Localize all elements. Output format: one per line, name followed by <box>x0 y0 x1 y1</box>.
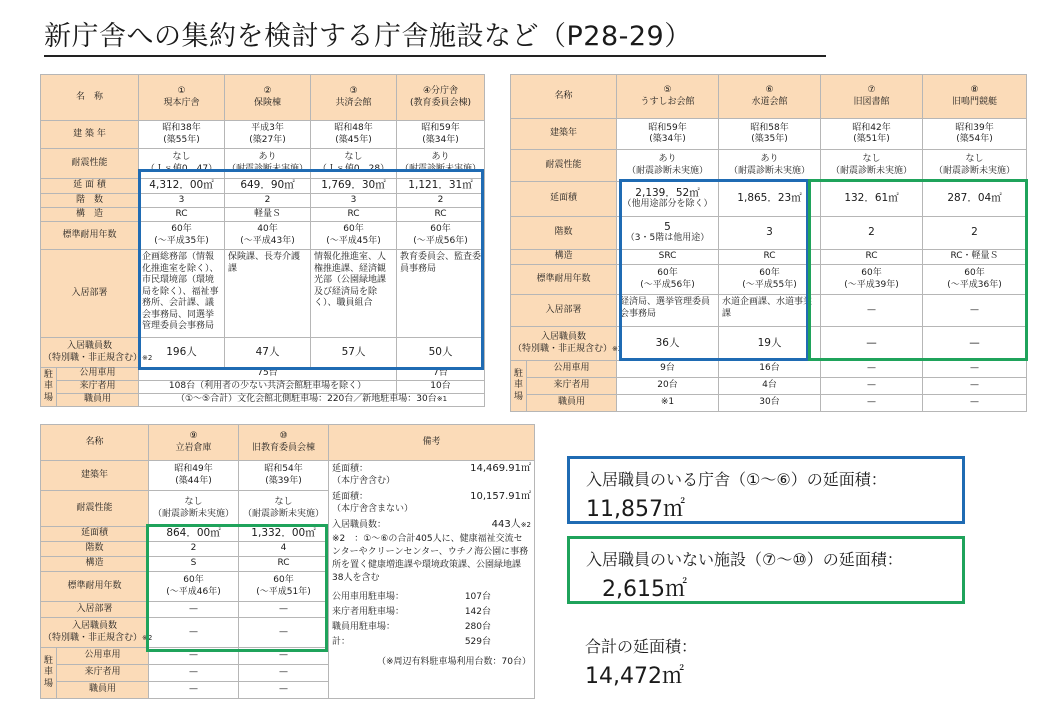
cell: 4台 <box>719 378 821 395</box>
cell: 47人 <box>225 338 311 368</box>
cell: 軽量Ｓ <box>225 208 311 222</box>
cell: 昭和58年 (築35年) <box>719 119 821 150</box>
cell: なし （耐震診断未実施） <box>239 491 329 527</box>
cell: 36人 <box>617 327 719 361</box>
cell: 2 <box>923 217 1027 250</box>
hdr-built: 建築年 <box>511 119 617 150</box>
hdr-floors: 階数 <box>511 217 617 250</box>
hdr-staff: 入居職員数 （特別職・非正規含む）※2 <box>41 338 139 368</box>
cell: RC <box>311 208 397 222</box>
cell: — <box>821 295 923 327</box>
cell: 2 <box>225 194 311 208</box>
cell: 19人 <box>719 327 821 361</box>
cell: なし （耐震診断未実施） <box>821 150 923 182</box>
total-area-summary <box>585 634 697 690</box>
cell: ※1 <box>617 395 719 412</box>
cell: 60年 (〜平成35年) <box>139 222 225 250</box>
cell: RC <box>139 208 225 222</box>
cell: — <box>821 395 923 412</box>
hdr-park-staff: 職員用 <box>57 394 139 407</box>
cell: RC <box>821 250 923 265</box>
cell: 5 （3・5階は他用途） <box>617 217 719 250</box>
cell: 教育委員会、監査委員事務局 <box>397 250 485 338</box>
hdr-built: 建築年 <box>41 461 149 491</box>
hdr-parking: 駐車場 <box>511 361 527 412</box>
cell: RC・軽量Ｓ <box>923 250 1027 265</box>
col-4-header: ④分庁舎 (教育委員会棟) <box>397 75 485 121</box>
cell: 1,865．23㎡ <box>719 182 821 217</box>
hdr-name: 名 称 <box>41 75 139 121</box>
hdr-area: 延面積 <box>41 527 149 542</box>
cell: — <box>239 665 329 682</box>
col-3-header: ③ 共済会館 <box>311 75 397 121</box>
hdr-park-visitor: 来庁者用 <box>527 378 617 395</box>
hdr-area: 延面積 <box>511 182 617 217</box>
cell: 4,312．00㎡ <box>139 179 225 194</box>
col-7-header: ⑦ 旧図書館 <box>821 75 923 119</box>
cell: 132．61㎡ <box>821 182 923 217</box>
page-title: 新庁舎への集約を検討する庁舎施設など（P28-29） <box>44 21 692 52</box>
cell: — <box>149 648 239 665</box>
hdr-park-public: 公用車用 <box>527 361 617 378</box>
cell: 60年 (〜平成39年) <box>821 265 923 295</box>
cell: S <box>149 557 239 572</box>
col-5-header: ⑤ うすしお会館 <box>617 75 719 119</box>
cell: 60年 (〜平成51年) <box>239 572 329 602</box>
hdr-parking: 駐車場 <box>41 368 57 407</box>
cell: 昭和59年 (築34年) <box>617 119 719 150</box>
occupied-area-value: 11,857㎡ <box>586 497 685 522</box>
hdr-staff: 入居職員数 （特別職・非正規含む）※2 <box>511 327 617 361</box>
vacant-area-label: 入居職員のいない施設（⑦〜⑩）の延面積： <box>586 550 903 569</box>
cell: 3 <box>719 217 821 250</box>
cell: — <box>923 378 1027 395</box>
cell: RC <box>719 250 821 265</box>
hdr-area: 延 面 積 <box>41 179 139 194</box>
cell: なし （耐震診断未実施） <box>149 491 239 527</box>
cell: 昭和42年 (築51年) <box>821 119 923 150</box>
cell: 2,139．52㎡ （他用途部分を除く） <box>617 182 719 217</box>
cell: — <box>923 361 1027 378</box>
occupied-area-label: 入居職員のいる庁舎（①〜⑥）の延面積： <box>586 470 887 489</box>
cell: あり （耐震診断未実施） <box>617 150 719 182</box>
cell: 649．90㎡ <box>225 179 311 194</box>
hdr-quake: 耐震性能 <box>41 491 149 527</box>
cell: — <box>923 395 1027 412</box>
hdr-park-staff: 職員用 <box>527 395 617 412</box>
total-area-value: 14,472㎡ <box>585 664 684 689</box>
cell: なし （耐震診断未実施） <box>923 150 1027 182</box>
cell: — <box>149 682 239 699</box>
col-1-header: ① 現本庁舎 <box>139 75 225 121</box>
cell: 864．00㎡ <box>149 527 239 542</box>
cell: — <box>239 602 329 618</box>
hdr-structure: 構 造 <box>41 208 139 222</box>
cell: （①〜⑤合計）文化会館北側駐車場：220台／新地駐車場：30台※1 <box>139 394 485 407</box>
cell: 保険課、長寿介護課 <box>225 250 311 338</box>
cell: — <box>149 602 239 618</box>
notes-header: 備考 <box>329 425 535 461</box>
cell: 60年 (〜平成55年) <box>719 265 821 295</box>
notes-cell: 延面積： 14,469.91㎡ （本庁舎含む） 延面積： 10,157.91㎡ （本庁舎含まない） 入居職員数： 443人※2 ※2 ：①〜⑥の合計405人に、健康福祉交流センターやクリーンセンター、ウチノ海公園に事務所を置く健康増進課や環境政策課、公園緑地課38人を含む 公用車用駐車場： 107台 来庁者用駐車場： 142台 職員用駐車場： 280台 計： 529台 （※周辺有料駐車場利用台数：70台） <box>329 461 535 699</box>
col-6-header: ⑥ 水道会館 <box>719 75 821 119</box>
hdr-floors: 階 数 <box>41 194 139 208</box>
hdr-park-public: 公用車用 <box>57 368 139 381</box>
hdr-parking: 駐車場 <box>41 648 57 699</box>
cell: RC <box>239 557 329 572</box>
cell: あり （耐震診断未実施） <box>225 149 311 179</box>
cell: 16台 <box>719 361 821 378</box>
col-9-header: ⑨ 立岩倉庫 <box>149 425 239 461</box>
cell: 水道企画課、水道事業課 <box>719 295 821 327</box>
cell: 昭和38年 (築55年) <box>139 121 225 149</box>
col-10-header: ⑩ 旧教育委員会棟 <box>239 425 329 461</box>
hdr-name: 名称 <box>41 425 149 461</box>
cell: — <box>821 327 923 361</box>
cell: 108台（利用者の少ない共済会館駐車場を除く） <box>139 381 397 394</box>
hdr-built: 建 築 年 <box>41 121 139 149</box>
hdr-quake: 耐震性能 <box>41 149 139 179</box>
cell: 50人 <box>397 338 485 368</box>
cell: 平成3年 (築27年) <box>225 121 311 149</box>
cell: — <box>923 295 1027 327</box>
cell: 60年 (〜平成56年) <box>397 222 485 250</box>
hdr-structure: 構造 <box>511 250 617 265</box>
cell: 4 <box>239 542 329 557</box>
cell: 昭和59年 (築34年) <box>397 121 485 149</box>
hdr-dept: 入居部署 <box>41 602 149 618</box>
cell: — <box>239 682 329 699</box>
hdr-name: 名称 <box>511 75 617 119</box>
vacant-area-value: 2,615㎡ <box>602 577 687 602</box>
cell: SRC <box>617 250 719 265</box>
hdr-staff: 入居職員数 （特別職・非正規含む）※2 <box>41 618 149 648</box>
cell: 3 <box>139 194 225 208</box>
cell: 30台 <box>719 395 821 412</box>
cell: 60年 (〜平成46年) <box>149 572 239 602</box>
cell: 1,332．00㎡ <box>239 527 329 542</box>
cell: 2 <box>397 194 485 208</box>
hdr-park-visitor: 来庁者用 <box>57 381 139 394</box>
hdr-floors: 階数 <box>41 542 149 557</box>
cell: 9台 <box>617 361 719 378</box>
cell: 57人 <box>311 338 397 368</box>
cell: 196人 <box>139 338 225 368</box>
cell: 昭和49年 (築44年) <box>149 461 239 491</box>
cell: — <box>821 361 923 378</box>
cell: 60年 (〜平成36年) <box>923 265 1027 295</box>
cell: — <box>923 327 1027 361</box>
cell: — <box>239 618 329 648</box>
hdr-life: 標準耐用年数 <box>511 265 617 295</box>
cell: 1,769．30㎡ <box>311 179 397 194</box>
vacant-area-summary <box>567 536 965 604</box>
occupied-area-summary <box>567 456 965 524</box>
cell: 企画総務部（情報化推進室を除く）、市民環境部（環境局を除く）、福祉事務所、会計課、議会事務局、同選挙管理委員会事務局 <box>139 250 225 338</box>
cell: 10台 <box>397 381 485 394</box>
cell: 昭和54年 (築39年) <box>239 461 329 491</box>
cell: — <box>821 378 923 395</box>
hdr-life: 標準耐用年数 <box>41 572 149 602</box>
cell: あり （耐震診断未実施） <box>397 149 485 179</box>
title-underline <box>44 55 826 57</box>
hdr-park-staff: 職員用 <box>57 682 149 699</box>
cell: — <box>149 618 239 648</box>
hdr-quake: 耐震性能 <box>511 150 617 182</box>
cell: — <box>149 665 239 682</box>
hdr-dept: 入居部署 <box>511 295 617 327</box>
cell: 1,121．31㎡ <box>397 179 485 194</box>
cell: なし （Ｉｓ値0．47） <box>139 149 225 179</box>
cell: 7台 <box>397 368 485 381</box>
hdr-park-public: 公用車用 <box>57 648 149 665</box>
cell: 20台 <box>617 378 719 395</box>
col-2-header: ② 保険棟 <box>225 75 311 121</box>
hdr-structure: 構造 <box>41 557 149 572</box>
facility-table-3 <box>40 424 535 699</box>
cell: あり （耐震診断未実施） <box>719 150 821 182</box>
cell: RC <box>397 208 485 222</box>
cell: 2 <box>149 542 239 557</box>
cell: なし （Ｉｓ値0．28） <box>311 149 397 179</box>
cell: 3 <box>311 194 397 208</box>
cell: 60年 (〜平成45年) <box>311 222 397 250</box>
cell: 75台 <box>139 368 397 381</box>
cell: 287．04㎡ <box>923 182 1027 217</box>
cell: 情報化推進室、人権推進課、経済観光部（公園緑地課及び経済局を除く）、職員組合 <box>311 250 397 338</box>
hdr-dept: 入居部署 <box>41 250 139 338</box>
cell: 経済局、選挙管理委員会事務局 <box>617 295 719 327</box>
cell: 40年 (〜平成43年) <box>225 222 311 250</box>
cell: 2 <box>821 217 923 250</box>
total-area-label: 合計の延面積： <box>585 637 698 656</box>
cell: 60年 (〜平成56年) <box>617 265 719 295</box>
col-8-header: ⑧ 旧鳴門競艇 <box>923 75 1027 119</box>
cell: 昭和39年 (築54年) <box>923 119 1027 150</box>
hdr-park-visitor: 来庁者用 <box>57 665 149 682</box>
cell: — <box>239 648 329 665</box>
facility-table-1 <box>40 74 485 407</box>
hdr-life: 標準耐用年数 <box>41 222 139 250</box>
facility-table-2 <box>510 74 1027 412</box>
cell: 昭和48年 (築45年) <box>311 121 397 149</box>
